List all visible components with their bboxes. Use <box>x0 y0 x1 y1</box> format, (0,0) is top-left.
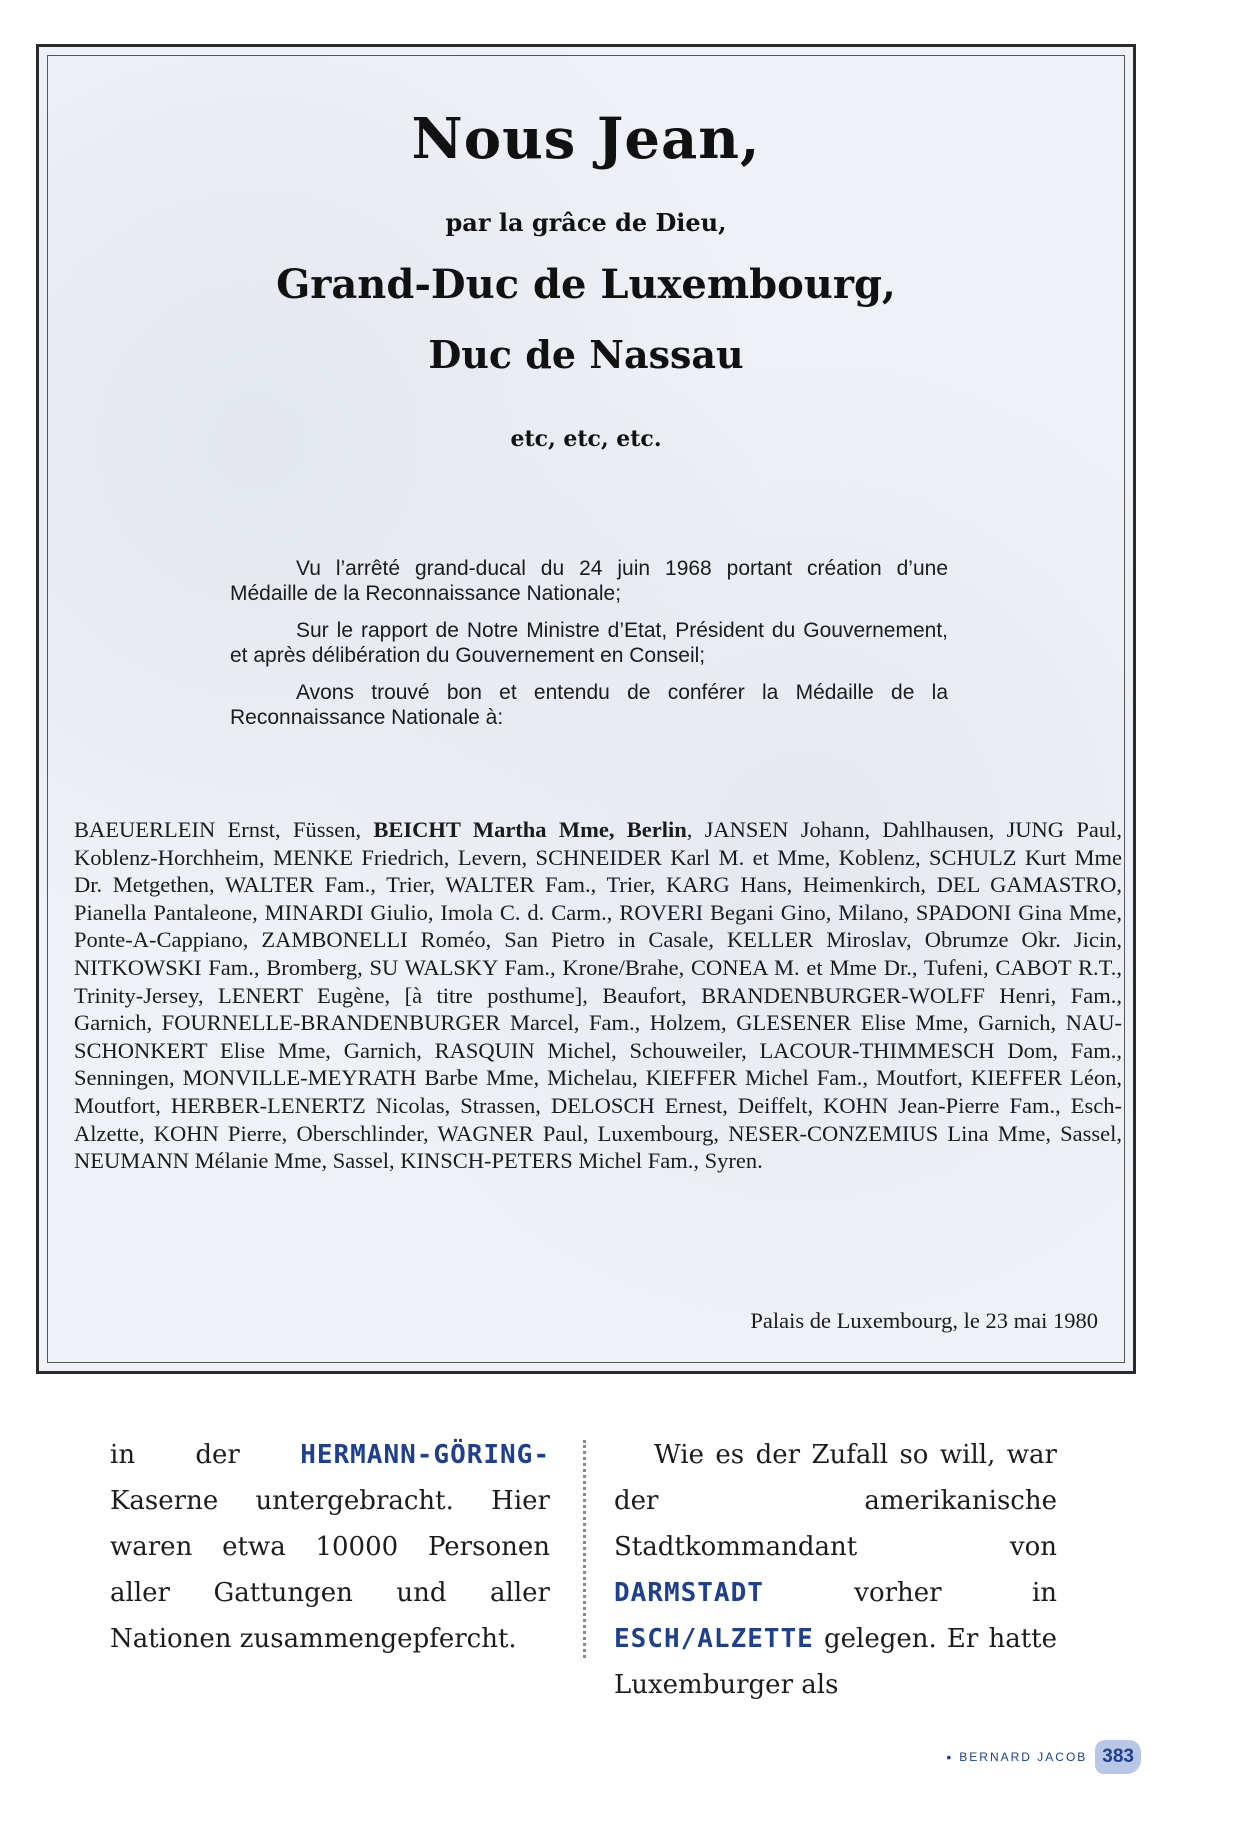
recipients-list <box>74 816 1122 1175</box>
decree-duc-line: Duc de Nassau <box>428 332 744 377</box>
body-text: Kaserne untergebracht. Hier waren etwa 10000 Personen aller Gattungen und aller Nationen zusammengepfercht. <box>110 1486 550 1654</box>
place-highlight: ESCH/ALZETTE <box>614 1624 814 1654</box>
place-highlight: HERMANN-GÖRING- <box>300 1440 550 1470</box>
page-footer <box>946 1740 1141 1774</box>
preamble-paragraph: Avons trouvé bon et entendu de conférer la Médaille de la Reconnaissance Nationale à: <box>230 681 948 729</box>
decree-grand-duc-line: Grand-Duc de Luxembourg, <box>276 261 896 308</box>
decree-inner-border <box>47 55 1125 1363</box>
decree-signature-line: Palais de Luxembourg, le 23 mai 1980 <box>750 1308 1098 1333</box>
decree-title: Nous Jean, <box>411 106 761 172</box>
decree-etc-line: etc, etc, etc. <box>510 426 662 452</box>
body-text: Wie es der Zufall so will, war der amerikanische Stadtkommandant von <box>614 1440 1057 1562</box>
body-text: gelegen. Er hatte Luxemburger als <box>614 1624 1057 1700</box>
place-highlight: DARMSTADT <box>614 1578 764 1608</box>
preamble-paragraph: Vu l’arrêté grand-ducal du 24 juin 1968 portant création d’une Médaille de la Reconnaissance Nationale; <box>230 557 948 605</box>
footer-author: BERNARD JACOB <box>959 1750 1088 1764</box>
body-paragraph-right <box>614 1432 1057 1708</box>
body-text: in der <box>110 1440 240 1470</box>
footer-bullet: • <box>946 1749 952 1765</box>
body-paragraph-left <box>110 1432 550 1662</box>
decree-grace-line: par la grâce de Dieu, <box>445 208 727 237</box>
preamble-paragraph: Sur le rapport de Notre Ministre d’Etat, Président du Gouvernement, et après délibération du Gouvernement en Conseil; <box>230 619 948 667</box>
recipients-text-start: BAEUERLEIN Ernst, Füssen, <box>74 817 362 842</box>
decree-preamble <box>230 556 948 742</box>
decree-frame <box>36 44 1136 1374</box>
body-column-left <box>110 1432 550 1662</box>
column-divider <box>583 1440 586 1658</box>
body-column-right <box>614 1432 1057 1708</box>
page-number: 383 <box>1095 1740 1141 1774</box>
recipient-bold-entry: BEICHT Martha Mme, Berlin <box>373 817 687 842</box>
recipients-text-rest: , JANSEN Johann, Dahlhausen, JUNG Paul, Koblenz-Horchheim, MENKE Friedrich, Levern, SCHNEIDER Karl M. et Mme, Koblenz, SCHULZ Kurt Mme Dr. Metgethen, WALTER Fam., Trier, WALTER Fam., Trier, KARG Hans, Heimenkirch, DEL GAMASTRO, Pianella Pantaleone, MINARDI Giulio, Imola C. d. Carm., ROVERI Begani Gino, Milano, SPADONI Gina Mme, Ponte-A-Cappiano, ZAMBONELLI Roméo, San Pietro in Casale, KELLER Miroslav, Obrumze Okr. Jicin, NITKOWSKI Fam., Bromberg, SU WALSKY Fam., Krone/Brahe, CONEA M. et Mme Dr., Tufeni, CABOT R.T., Trinity-Jersey, LENERT Eugène, [à titre posthume], Beaufort, BRANDENBURGER-WOLFF Henri, Fam., Garnich, FOURNELLE-BRANDENBURGER Marcel, Fam., Holzem, GLESENER Elise Mme, Garnich, NAU-SCHONKERT Elise Mme, Garnich, RASQUIN Michel, Schouweiler, LACOUR-THIMMESCH Dom, Fam., Senningen, MONVILLE-MEYRATH Barbe Mme, Michelau, KIEFFER Michel Fam., Moutfort, KIEFFER Léon, Moutfort, HERBER-LENERTZ Nicolas, Strassen, DELOSCH Ernest, Deiffelt, KOHN Jean-Pierre Fam., Esch-Alzette, KOHN Pierre, Oberschlinder, WAGNER Paul, Luxembourg, NESER-CONZEMIUS Lina Mme, Sassel, NEUMANN Mélanie Mme, Sassel, KINSCH-PETERS Michel Fam., Syren. <box>74 817 1122 1174</box>
body-text: vorher in <box>854 1578 1057 1608</box>
